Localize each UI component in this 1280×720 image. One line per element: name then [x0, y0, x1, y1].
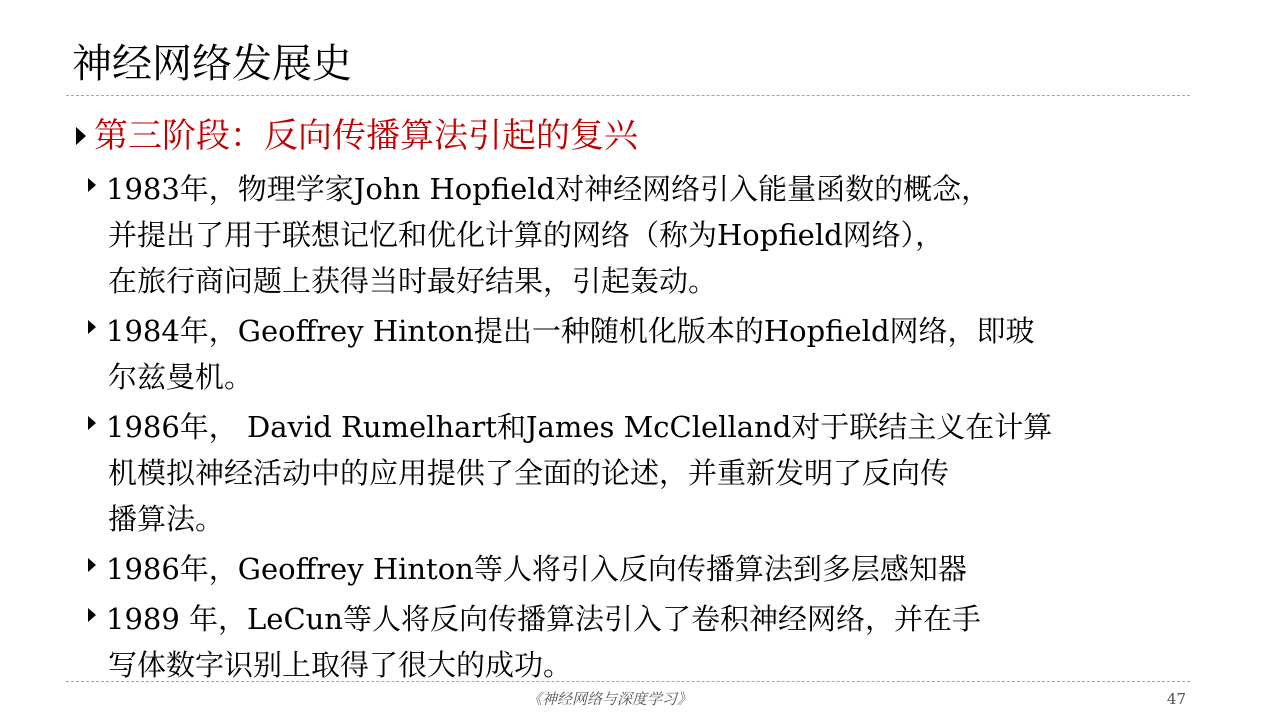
list-item	[88, 404, 1208, 542]
bullet-triangle-icon	[88, 608, 96, 622]
list-item	[88, 596, 1208, 688]
list-item-line: 1984年，Geoffrey Hinton提出一种随机化版本的Hopfield网络，即玻	[106, 314, 1035, 348]
bullet-triangle-icon	[88, 558, 96, 572]
top-divider	[66, 95, 1190, 96]
list-item-line: 并提出了用于联想记忆和优化计算的网络（称为Hopfield网络），	[108, 218, 945, 252]
bullet-list	[88, 166, 1208, 692]
list-item-line: 1986年， David Rumelhart和James McClelland对于联结主义在计算	[106, 410, 1053, 444]
section-heading: 第三阶段：反向传播算法引起的复兴	[94, 116, 638, 156]
list-item-line: 在旅行商问题上获得当时最好结果，引起轰动。	[108, 264, 718, 298]
list-item-line: 写体数字识别上取得了很大的成功。	[108, 648, 573, 682]
list-item-line: 机模拟神经活动中的应用提供了全面的论述，并重新发明了反向传	[108, 456, 950, 490]
page-number: 47	[1166, 690, 1186, 708]
list-item-line: 尔兹曼机。	[108, 360, 254, 394]
bullet-triangle-icon	[88, 320, 96, 334]
list-item	[88, 546, 1208, 592]
list-item-line: 1983年，物理学家John Hopfield对神经网络引入能量函数的概念，	[106, 172, 991, 206]
list-item	[88, 166, 1208, 304]
bottom-divider	[66, 681, 1190, 682]
section-heading-row	[76, 114, 638, 158]
list-item-line: 1986年，Geoffrey Hinton等人将引入反向传播算法到多层感知器	[106, 552, 967, 586]
footer-book-title: 《神经网络与深度学习》	[527, 690, 693, 708]
list-item-line: 播算法。	[108, 502, 225, 536]
slide-title: 神经网络发展史	[72, 41, 352, 87]
bullet-triangle-icon	[76, 127, 86, 145]
list-item-line: 1989 年，LeCun等人将反向传播算法引入了卷积神经网络，并在手	[106, 602, 981, 636]
list-item	[88, 308, 1208, 400]
bullet-triangle-icon	[88, 416, 96, 430]
bullet-triangle-icon	[88, 178, 96, 192]
